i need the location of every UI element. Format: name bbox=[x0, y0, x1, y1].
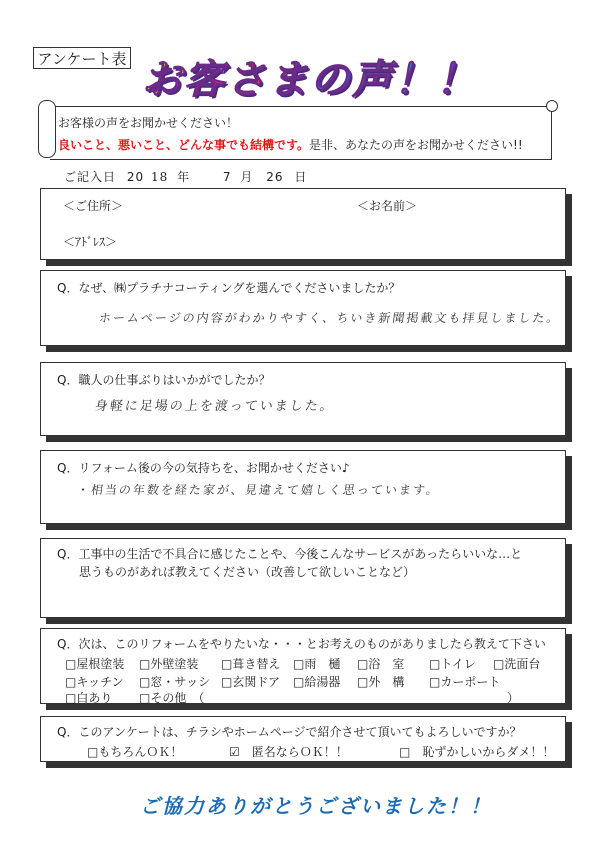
option-other[interactable]: □その他 （ bbox=[139, 691, 205, 705]
date-day: 26 bbox=[266, 170, 284, 184]
name-label: ＜お名前＞ bbox=[357, 199, 418, 213]
question-4-line-2: 思うものがあれば教えてください（改善して欲しいことなど） bbox=[79, 565, 416, 579]
question-card-1 bbox=[40, 270, 566, 346]
option-kitchen[interactable]: □キッチン bbox=[65, 675, 124, 689]
title-char: ま bbox=[268, 57, 310, 103]
title-char: 客 bbox=[184, 57, 226, 103]
thank-you-message: ご協力ありがとうございました！！ bbox=[140, 794, 492, 818]
date-day-unit: 日 bbox=[294, 170, 308, 184]
title-char: ！ bbox=[436, 57, 478, 103]
question-3: Q．リフォーム後の今の気持ちを、お聞かせください♪ bbox=[57, 461, 350, 475]
question-4: Q．工事中の生活で不具合に感じたことや、今後こんなサービスがあったらいいな…と bbox=[57, 547, 523, 561]
option-water-heater[interactable]: □給湯器 bbox=[293, 675, 341, 689]
title-char: さ bbox=[226, 57, 268, 103]
answer-3: ・相当の年数を経た家が、見違えて嬉しく思っています。 bbox=[75, 483, 441, 497]
title-char: の bbox=[310, 57, 352, 103]
consent-option-anonymous[interactable]: ☑ 匿名ならＯＫ！！ bbox=[229, 745, 348, 759]
consent-option-yes[interactable]: □もちろんＯＫ！ bbox=[87, 745, 183, 759]
web-address-label: ＜ｱﾄﾞﾚｽ＞ bbox=[63, 235, 118, 249]
option-other-close: ） bbox=[507, 691, 520, 705]
option-roof-painting[interactable]: □屋根塗装 bbox=[65, 657, 125, 671]
date-month: 7 bbox=[222, 170, 232, 184]
question-card-3 bbox=[40, 450, 566, 524]
date-label: ご記入日 bbox=[64, 170, 117, 184]
option-wall-painting[interactable]: □外壁塗装 bbox=[139, 657, 199, 671]
date-month-unit: 月 bbox=[240, 170, 254, 184]
customer-info-box bbox=[40, 188, 566, 260]
page-title bbox=[142, 48, 478, 105]
option-washstand[interactable]: □洗面台 bbox=[493, 657, 541, 671]
question-card-4 bbox=[40, 538, 566, 618]
form-type-label: アンケート表 bbox=[33, 47, 131, 69]
option-gutter[interactable]: □雨 樋 bbox=[293, 657, 341, 671]
option-entrance-door[interactable]: □玄関ドア bbox=[221, 675, 280, 689]
intro-line-2-red: 良いこと、悪いこと、どんな事でも結構です。 bbox=[58, 138, 310, 152]
consent-question: Q．このアンケートは、チラシやホームページで紹介させて頂いてもよろしいですか？ bbox=[57, 725, 522, 739]
option-bathroom[interactable]: □浴 室 bbox=[357, 657, 405, 671]
option-exterior[interactable]: □外 構 bbox=[357, 675, 405, 689]
intro-banner bbox=[38, 100, 558, 160]
option-carport[interactable]: □カーポート bbox=[429, 675, 501, 689]
date-year-unit: 年 bbox=[177, 170, 191, 184]
answer-2: 身軽に足場の上を渡っていました。 bbox=[93, 399, 336, 414]
title-char: お bbox=[142, 57, 184, 103]
answer-1: ホームページの内容がわかりやすく、ちいき新聞掲載文も拝見しました。 bbox=[97, 311, 562, 325]
question-card-2 bbox=[40, 362, 566, 436]
intro-line-2-rest: 是非、あなたの声をお聞かせください!! bbox=[309, 138, 523, 152]
date-year: 18 bbox=[150, 170, 169, 184]
entry-date bbox=[64, 168, 307, 185]
option-toilet[interactable]: □トイレ bbox=[429, 657, 476, 671]
question-2: Q．職人の仕事ぶりはいかがでしたか？ bbox=[57, 373, 271, 387]
reform-question: Q．次は、このリフォームをやりたいな・・・とお考えのものがありましたら教えて下さい bbox=[57, 637, 546, 651]
option-window-sash[interactable]: □窓・サッシ bbox=[139, 675, 211, 689]
option-termites[interactable]: □白あり bbox=[65, 691, 113, 705]
reform-wish-card bbox=[40, 628, 566, 704]
intro-line-2 bbox=[58, 136, 523, 153]
title-char: ！ bbox=[394, 57, 436, 103]
option-reroofing[interactable]: □葺き替え bbox=[221, 657, 281, 671]
consent-card bbox=[40, 716, 566, 762]
intro-line-1: お客様の声をお聞かせください！ bbox=[58, 116, 239, 130]
question-1: Q．なぜ、㈱プラチナコーティングを選んでくださいましたか？ bbox=[57, 281, 401, 295]
date-year-prefix: 20 bbox=[126, 170, 145, 184]
consent-option-no[interactable]: □ 恥ずかしいからダメ！！ bbox=[399, 745, 555, 759]
address-label: ＜ご住所＞ bbox=[63, 199, 124, 213]
title-char: 声 bbox=[352, 57, 394, 103]
